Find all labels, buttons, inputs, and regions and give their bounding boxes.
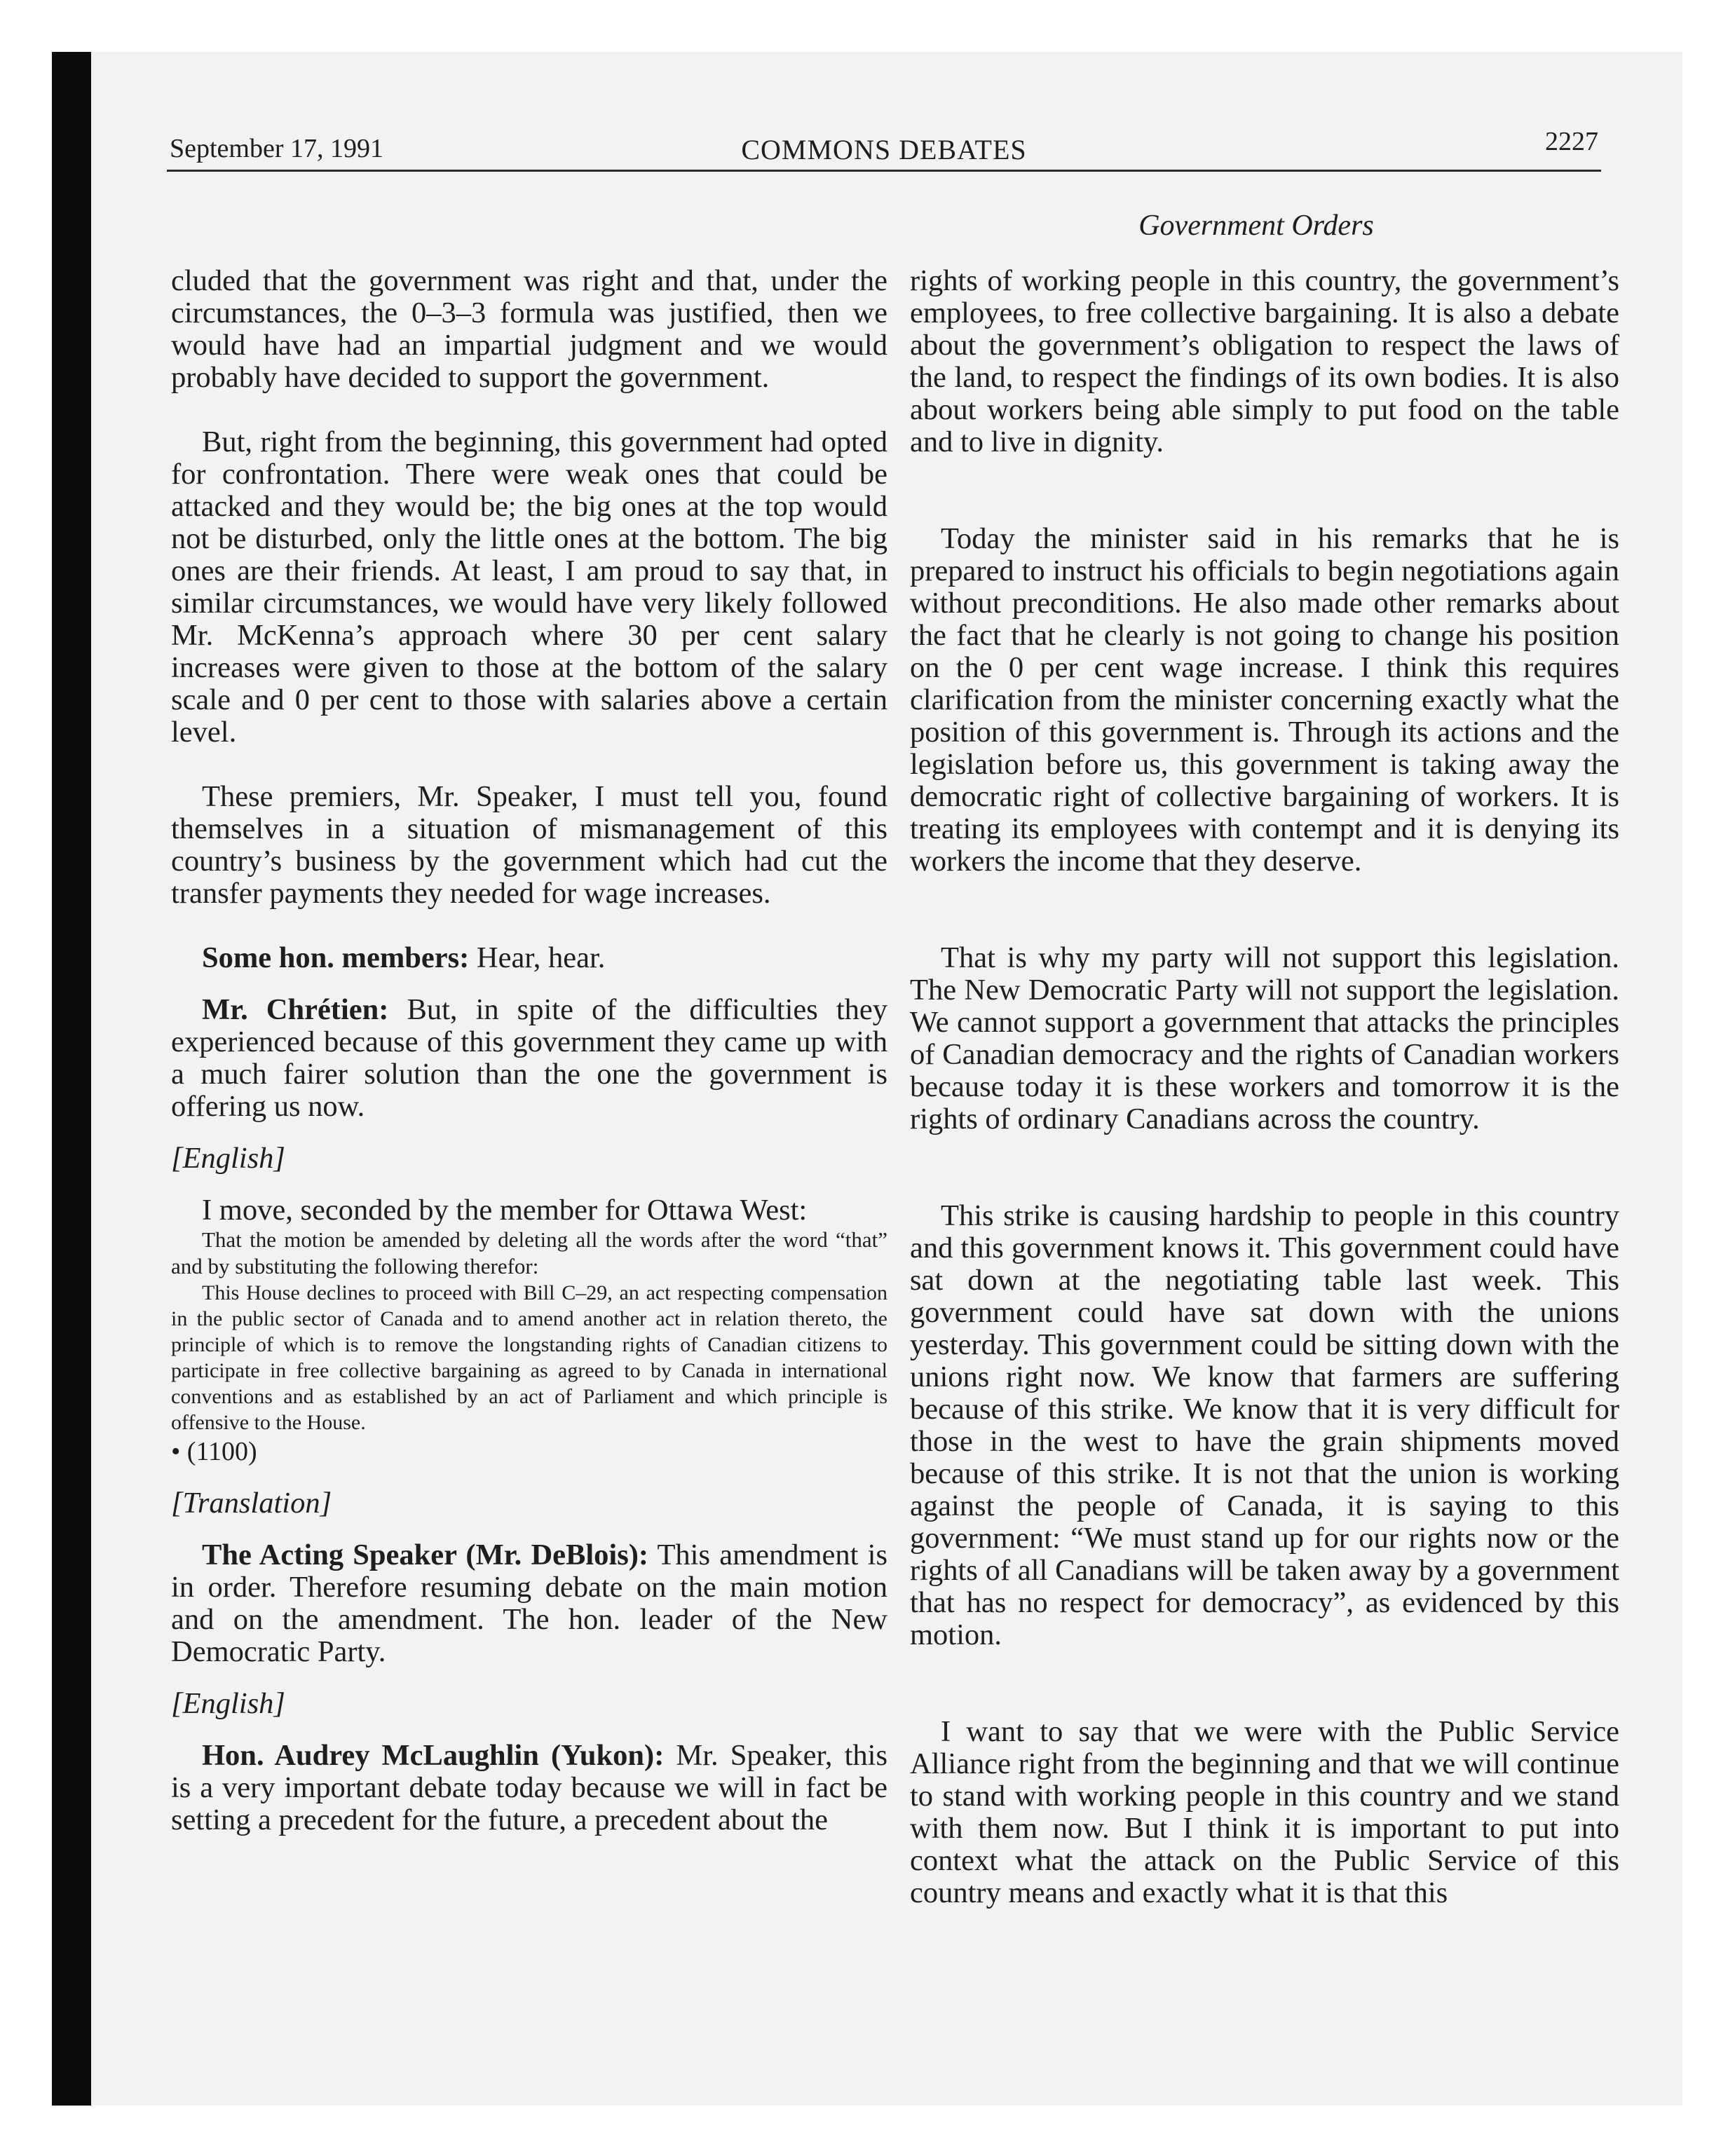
- paragraph: But, right from the beginning, this government had opted for confrontation. There were weak ones that could be attacked and they would be; the big ones at the top would not be disturbed, only the little ones at the bottom. The big ones are their friends. At least, I am proud to say that, in similar circumstances, we would have very likely followed Mr. McKenna’s approach where 30 per cent salary increases were given to those at the bottom of the salary scale and 0 per cent to those with salaries above a certain level.: [171, 425, 887, 749]
- paragraph: Today the minister said in his remarks that he is prepared to instruct his officials to begin negotiations again without preconditions. He also made other remarks about the fact that he clearly is not going to change his position on the 0 per cent wage increase. I think this requires clarification from the minister concerning exactly what the position of this government is. Through its actions and the legislation before us, this government is taking away the democratic right of collective bargaining of workers. It is treating its employees with contempt and it is denying its workers the income that they deserve.: [910, 522, 1619, 878]
- speech-text: Mr. Speaker, this is a very important debate today because we will in fact be setting a precedent for the future, a precedent about the: [171, 1739, 887, 1836]
- paragraph: I want to say that we were with the Public Service Alliance right from the beginning and that we will continue to stand with working people in this country and we stand with them now. But I think it is important to put into context what the attack on the Public Service of this country means and exactly what it is that this: [910, 1715, 1619, 1909]
- language-marker: [English]: [171, 1142, 285, 1175]
- speaker-paragraph: [171, 1740, 887, 1836]
- paragraph: That is why my party will not support this legislation. The New Democratic Party will not support the legislation. We cannot support a government that attacks the principles of Canadian democracy and the rights of Canadian workers because today it is these workers and tomorrow it is the rights of ordinary Canadians across the country.: [910, 941, 1619, 1135]
- speech-text: This amendment is in order. Therefore resuming debate on the main motion and on the amendment. The hon. leader of the New Democratic Party.: [171, 1538, 887, 1668]
- speech-text: But, in spite of the difficulties they experienced because of this government they came up with a much fairer solution than the one the government is offering us now.: [171, 993, 888, 1123]
- speech-text: Hear, hear.: [469, 941, 606, 974]
- motion-text: This House declines to proceed with Bill C–29, an act respecting compensation in the public sector of Canada and to amend another act in relation thereto, the principle of which is to remove the longstanding rights of Canadian citizens to participate in free collective bargaining as agreed to by Canada in international conventions and as established by an act of Parliament and which principle is offensive to the House.: [171, 1281, 887, 1434]
- speaker-paragraph: [171, 942, 887, 974]
- language-marker: [English]: [171, 1687, 285, 1720]
- motion-intro: That the motion be amended by deleting all the words after the word “that” and by substituting the following therefor:: [171, 1227, 887, 1278]
- language-marker: [Translation]: [171, 1487, 332, 1520]
- header-rule: [167, 170, 1601, 172]
- speaker-name: Mr. Chrétien:: [202, 993, 389, 1026]
- page-number: 2227: [1545, 127, 1598, 156]
- speaker-name: The Acting Speaker (Mr. DeBlois):: [202, 1538, 649, 1571]
- speaker-name: Some hon. members:: [202, 941, 470, 974]
- speaker-name: Hon. Audrey McLaughlin (Yukon):: [202, 1739, 665, 1772]
- paragraph: rights of working people in this country, the government’s employees, to free collective bargaining. It is also a debate about the government’s obligation to respect the laws of the land, to respect the findings of its own bodies. It is also about workers being able simply to put food on the table and to live in dignity.: [910, 264, 1619, 458]
- paragraph: I move, seconded by the member for Ottawa West:: [202, 1194, 808, 1227]
- header-date: September 17, 1991: [170, 134, 384, 163]
- speaker-paragraph: [171, 1539, 887, 1668]
- left-column: [171, 265, 887, 1836]
- paragraph: cluded that the government was right and that, under the circumstances, the 0–3–3 formula was justified, then we would have had an impartial judgment and we would probably have decided to support the government.: [171, 264, 887, 394]
- scan-border: [52, 52, 91, 2106]
- paragraph: These premiers, Mr. Speaker, I must tell you, found themselves in a situation of mismanagement of this country’s business by the government which had cut the transfer payments they needed for wage increases.: [171, 780, 887, 910]
- time-marker: • (1100): [171, 1437, 257, 1466]
- paragraph: This strike is causing hardship to people in this country and this government knows it. This government could have sat down at the negotiating table last week. This government could have sat down with the unions yesterday. This government could be sitting down with the unions right now. We know that farmers are suffering because of this strike. We know that it is very difficult for those in the west to have the grain shipments moved because of this strike. It is not that the union is working against the people of Canada, it is saying to this government: “We must stand up for our rights now or the rights of all Canadians will be taken away by a government that has no respect for democracy”, as evidenced by this motion.: [910, 1199, 1619, 1651]
- speaker-paragraph: [171, 994, 887, 1123]
- right-column: [910, 265, 1619, 1909]
- page-header: [167, 127, 1601, 174]
- section-label: Government Orders: [1138, 210, 1374, 242]
- header-title: COMMONS DEBATES: [741, 134, 1027, 165]
